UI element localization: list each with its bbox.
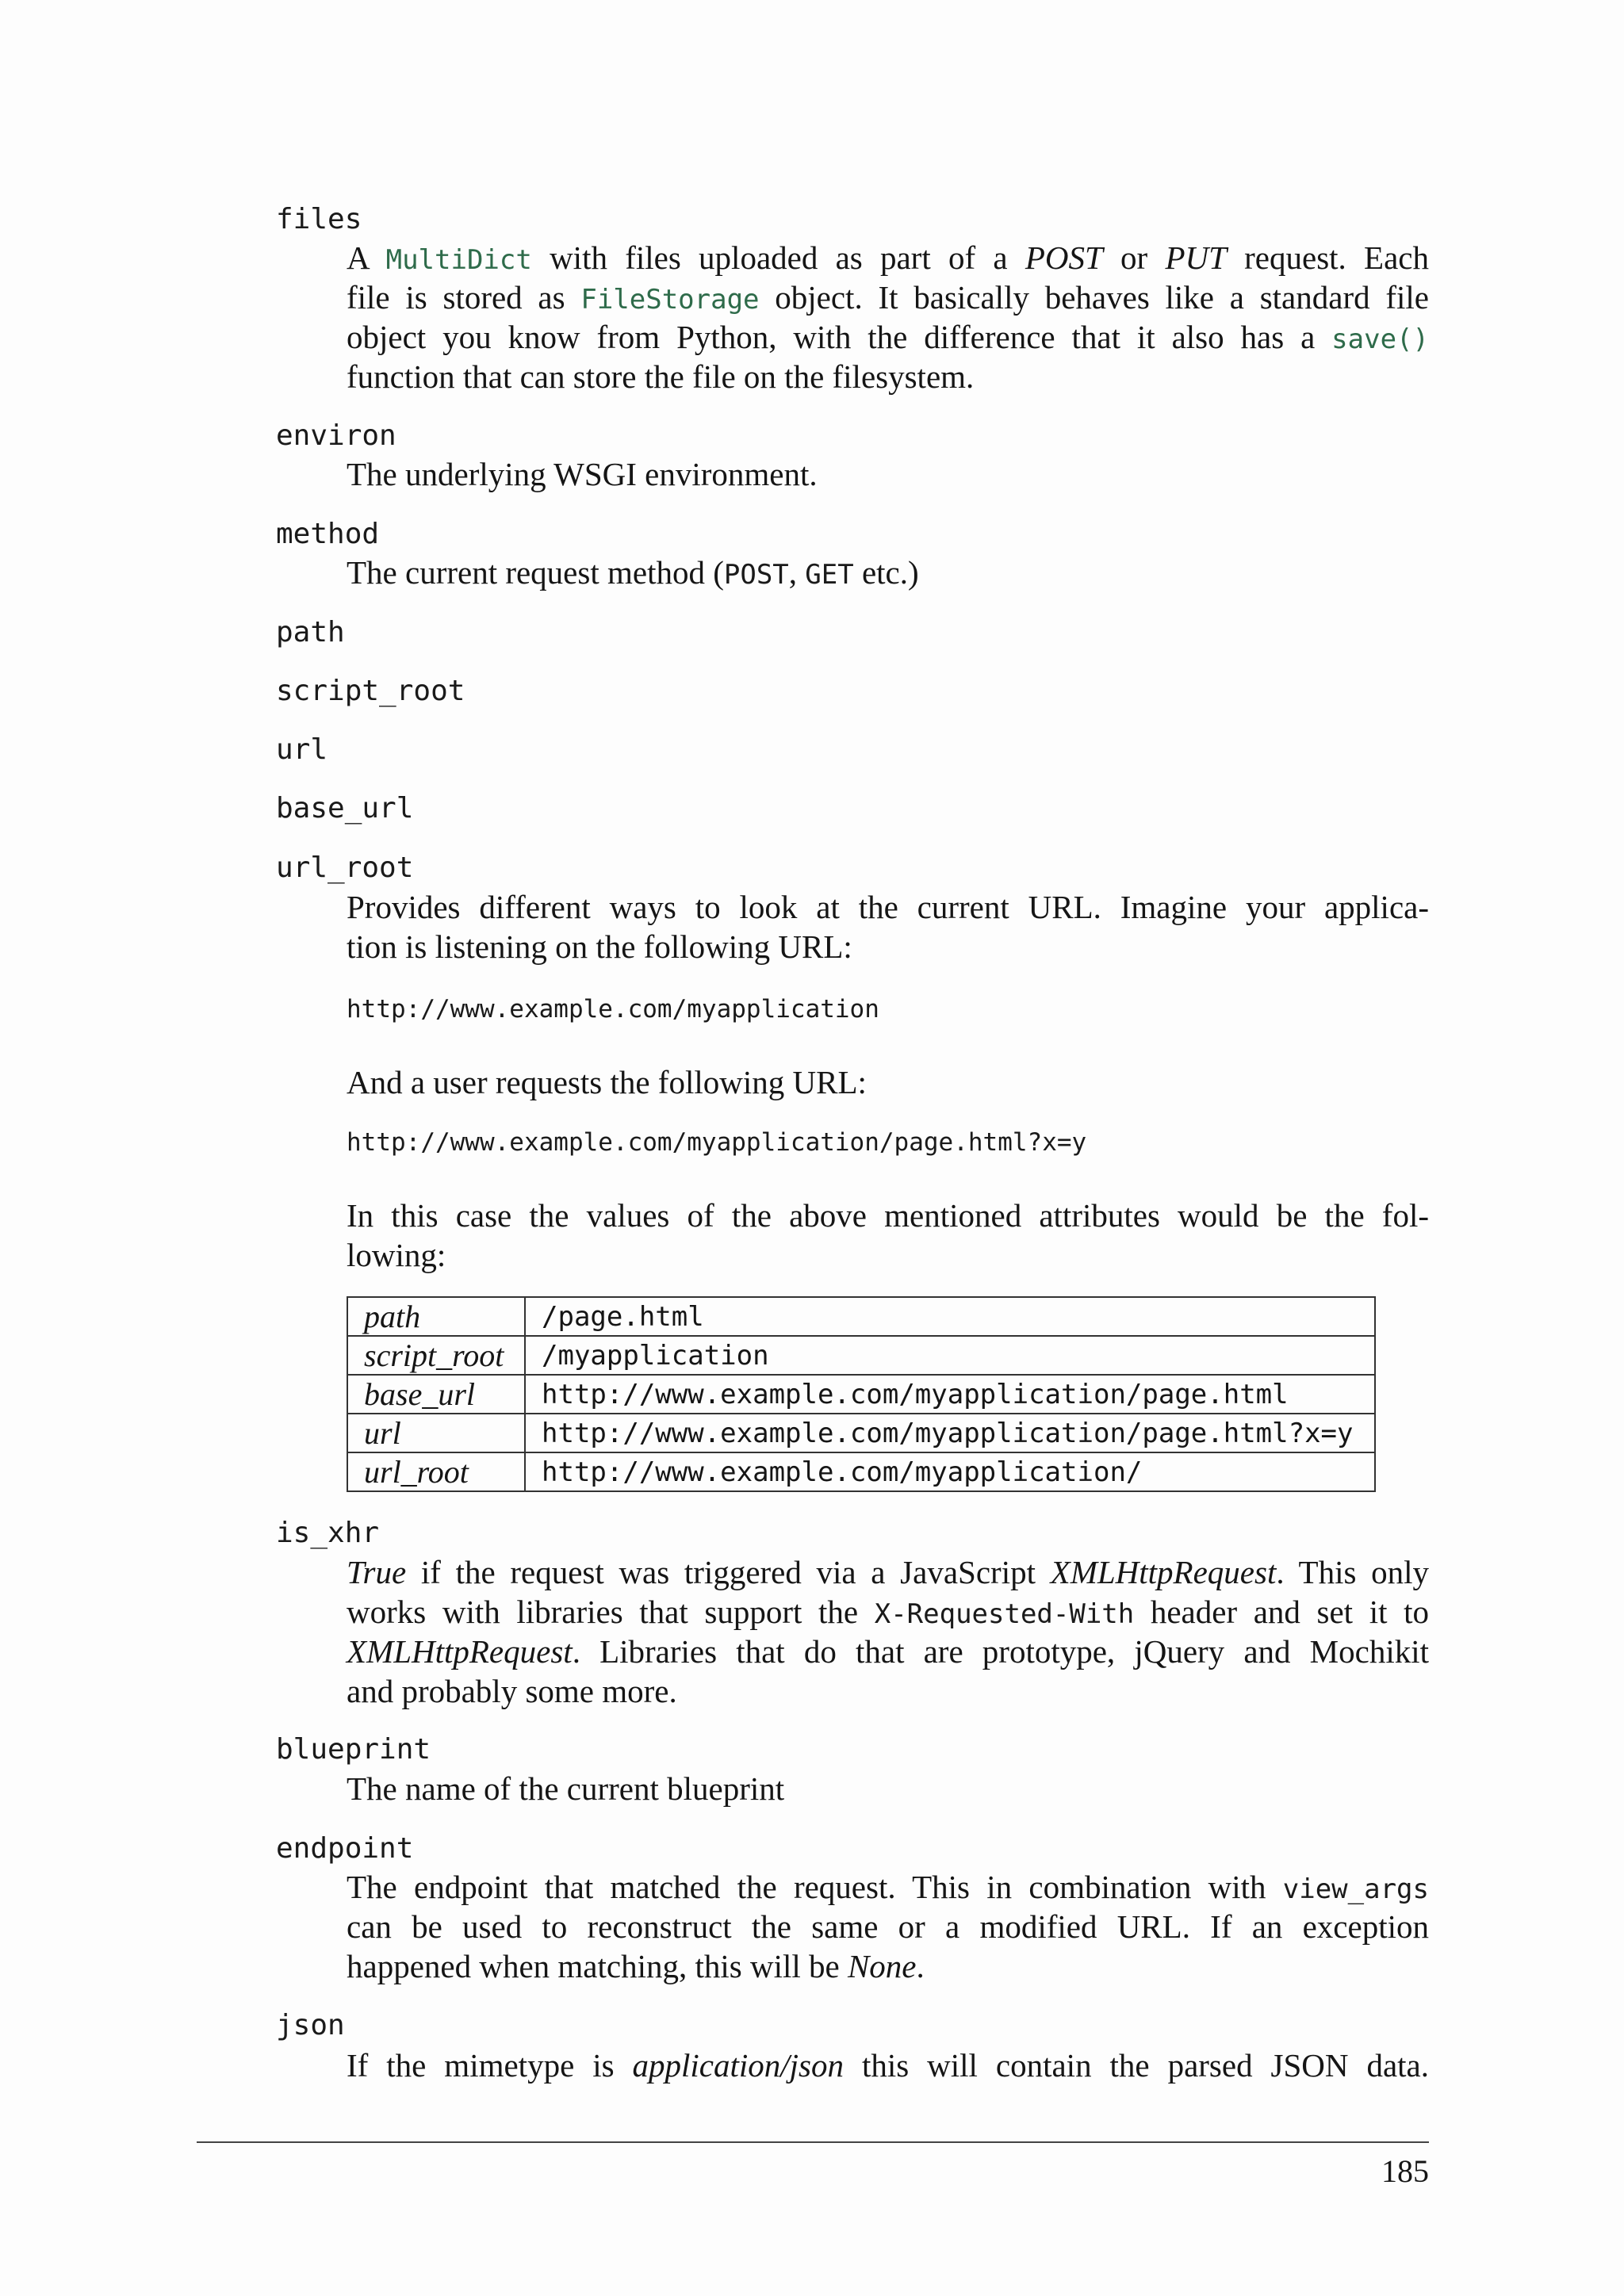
term-script-root: script_root [276, 675, 465, 707]
code-save[interactable]: save() [1331, 323, 1429, 355]
term-method: method [276, 518, 380, 550]
term-json: json [276, 2009, 345, 2042]
table-row [347, 1297, 1375, 1336]
term-environ: environ [276, 419, 396, 452]
desc-method: The current request method (POST, GET etc.) [347, 554, 919, 591]
table-cell-attribute: url_root [347, 1452, 525, 1491]
table-row [347, 1336, 1375, 1375]
table-cell-attribute: url [347, 1414, 525, 1452]
page-number: 185 [1381, 2153, 1429, 2189]
table-cell-value: /myapplication [525, 1336, 1375, 1375]
desc-endpoint: The endpoint that matched the request. This in combination with view_args can be used to reconstruct the same or a modified URL. If an exception happened when matching, this will be None. [347, 1869, 1429, 1984]
desc-is-xhr: True if the request was triggered via a JavaScript XMLHttpRequest. This only works with libraries that support the X-Requested-With header and set it to XMLHttpRequest. Libraries that do that are prototype, jQuery and Mochikit and probably some more. [347, 1554, 1429, 1709]
term-url-root: url_root [276, 851, 414, 884]
table-cell-attribute: path [347, 1297, 525, 1336]
term-url: url [276, 733, 328, 766]
table-cell-attribute: base_url [347, 1375, 525, 1414]
footer-rule [197, 2141, 1429, 2143]
table-cell-attribute: script_root [347, 1336, 525, 1375]
url-attributes-table [347, 1296, 1376, 1492]
term-files: files [276, 203, 362, 235]
code-block-request-url: http://www.example.com/myapplication/page.html?x=y [347, 1128, 1087, 1157]
desc-url-root: Provides different ways to look at the current URL. Imagine your applica- tion is listening on the following URL: [347, 889, 1429, 965]
table-row [347, 1414, 1375, 1452]
term-path: path [276, 616, 345, 649]
code-block-app-url: http://www.example.com/myapplication [347, 995, 879, 1024]
term-is-xhr: is_xhr [276, 1517, 380, 1549]
desc-environ: The underlying WSGI environment. [347, 456, 818, 492]
desc-files: A MultiDict with files uploaded as part of a POST or PUT request. Each file is stored as FileStorage object. It basically behaves like a standard file object you know from Python, with the difference that it also has a save() function that can store the file on the filesystem. [347, 239, 1429, 395]
desc-json: If the mimetype is application/json this will contain the parsed JSON data. [347, 2047, 1429, 2084]
term-base-url: base_url [276, 792, 414, 825]
table-cell-value: /page.html [525, 1297, 1375, 1336]
table-row [347, 1452, 1375, 1491]
table-cell-value: http://www.example.com/myapplication/ [525, 1452, 1375, 1491]
table-cell-value: http://www.example.com/myapplication/page.html [525, 1375, 1375, 1414]
desc-url-root-values: In this case the values of the above mentioned attributes would be the fol- lowing: [347, 1197, 1429, 1273]
code-multidict[interactable]: MultiDict [385, 244, 532, 276]
code-filestorage[interactable]: FileStorage [580, 284, 760, 316]
desc-blueprint: The name of the current blueprint [347, 1770, 785, 1807]
desc-url-root-request: And a user requests the following URL: [347, 1064, 867, 1100]
table-cell-value: http://www.example.com/myapplication/page.html?x=y [525, 1414, 1375, 1452]
term-endpoint: endpoint [276, 1832, 414, 1865]
table-row [347, 1375, 1375, 1414]
term-blueprint: blueprint [276, 1733, 431, 1766]
